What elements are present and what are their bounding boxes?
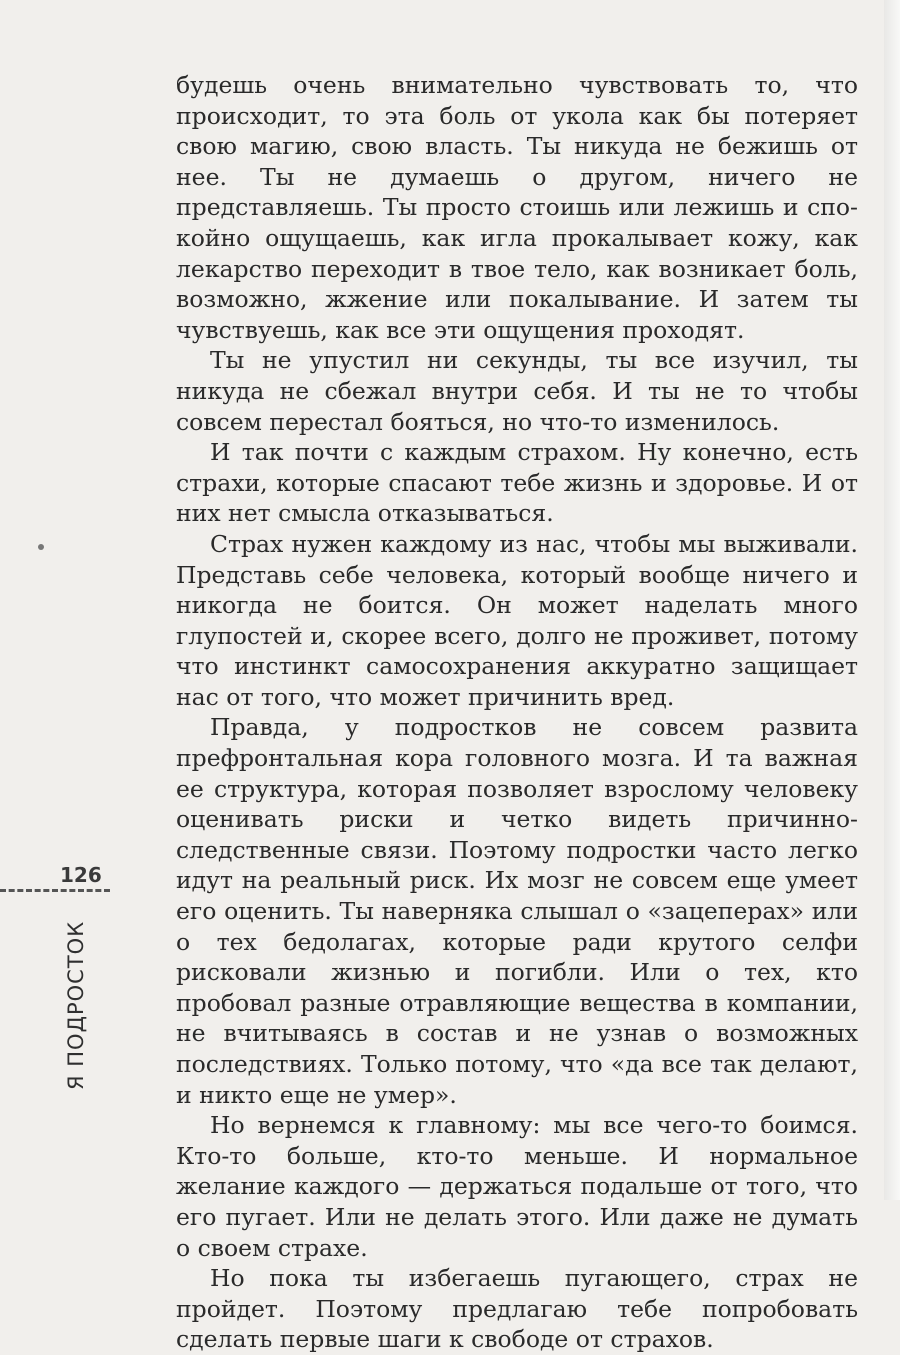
print-speck — [38, 544, 44, 550]
dashed-rule — [0, 889, 110, 892]
page-edge — [884, 0, 900, 1200]
paragraph: Страх нужен каждому из нас, чтобы мы выживали. Представь себе человека, который вообще ничего и никогда не боится. Он может наделать много глупостей и, скорее всего, долго не проживет, потому что инстинкт самосохранения аккуратно защищает нас от того, что может причинить вред. — [176, 529, 858, 711]
paragraph: Но вернемся к главному: мы все чего-то боимся. Кто-то больше, кто-то меньше. И нормальное желание каждого — держаться подальше от того, что его пугает. Или не делать этого. Или даже не думать о своем страхе. — [176, 1111, 858, 1262]
paragraph: Но пока ты избегаешь пугающего, страх не пройдет. Поэтому предлагаю тебе попробовать сделать первые шаги к свободе от страхов. — [176, 1264, 858, 1354]
paragraph-continuation: будешь очень внимательно чувствовать то, что происходит, то эта боль от укола как бы потеряет свою магию, свою власть. Ты никуда не бежишь от нее. Ты не думаешь о другом, ничего не представляешь. Ты просто стоишь или лежишь и спокойно ощущаешь, как игла прокалывает кожу, как лекарство переходит в твое тело, как возникает боль, возможно, жжение или покалывание. И затем ты чувствуешь, как все эти ощущения проходят. — [176, 71, 858, 344]
page-number: 126 — [60, 863, 102, 887]
running-title: Я ПОДРОСТОК — [64, 920, 88, 1090]
paragraph: Ты не упустил ни секунды, ты все изучил, ты никуда не сбежал внутри себя. И ты не то чтобы совсем перестал бояться, но что-то изменилось. — [176, 346, 858, 436]
body-text — [176, 70, 858, 1355]
paragraph: И так почти с каждым страхом. Ну конечно, есть страхи, которые спасают тебе жизнь и здоровье. И от них нет смысла отказываться. — [176, 438, 858, 528]
paragraph: Правда, у подростков не совсем развита префронтальная кора головного мозга. И та важная ее структура, которая позволяет взрослому человеку оценивать риски и четко видеть причинно-следственные связи. Поэтому подростки часто легко идут на реальный риск. Их мозг не совсем еще умеет его оценить. Ты наверняка слышал о «зацеперах» или о тех бедолагах, которые ради крутого селфи рисковали жизнью и погибли. Или о тех, кто пробовал разные отравляющие вещества в компании, не вчитываясь в состав и не узнав о возможных последствиях. Только потому, что «да все так делают, и никто еще не умер». — [176, 713, 858, 1109]
